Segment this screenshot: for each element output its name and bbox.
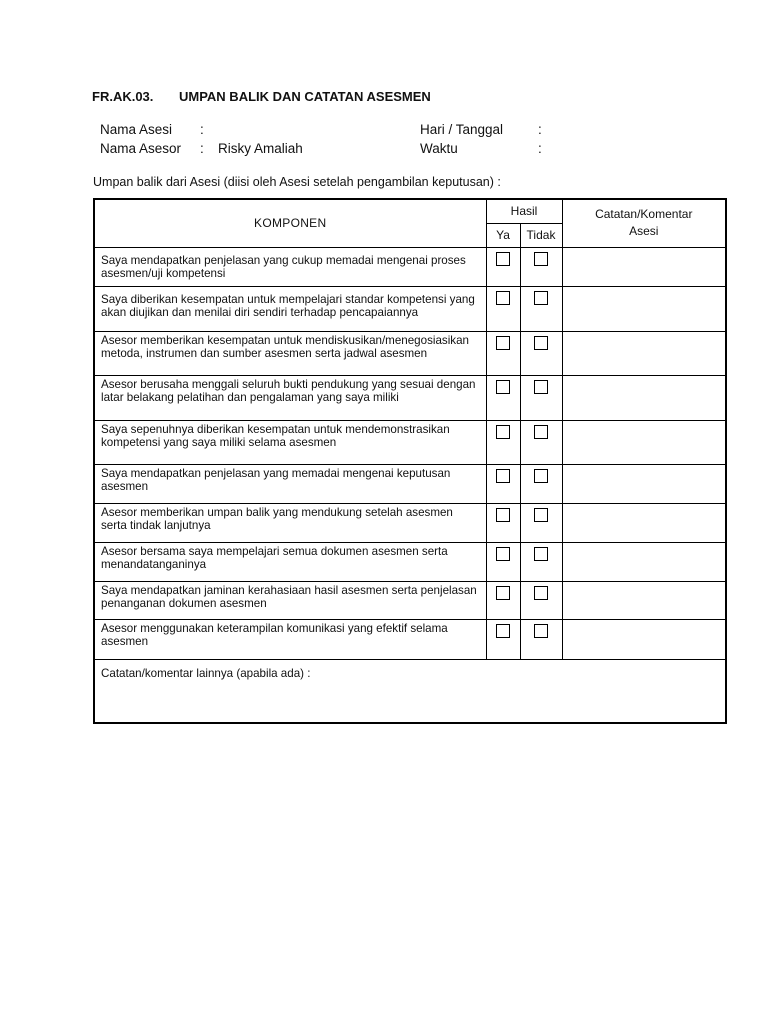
ya-cell (486, 503, 520, 542)
table-row (94, 619, 726, 659)
row-text: Saya diberikan kesempatan untuk mempelajari standar kompetensi yang akan diujikan dan menilai diri sendiri terhadap pencapaiannya (94, 286, 486, 331)
row-text: Asesor memberikan umpan balik yang mendukung setelah asesmen serta tindak lanjutnya (94, 503, 486, 542)
tidak-cell (520, 581, 562, 619)
catatan-cell[interactable] (562, 503, 726, 542)
hari-tanggal-label: Hari / Tanggal (420, 122, 504, 137)
ya-checkbox[interactable] (496, 508, 510, 522)
table-row (94, 420, 726, 464)
tidak-checkbox[interactable] (534, 508, 548, 522)
tidak-cell (520, 420, 562, 464)
ya-cell (486, 542, 520, 581)
col-catatan-line1: Catatan/Komentar (595, 207, 693, 222)
ya-checkbox[interactable] (496, 252, 510, 266)
ya-checkbox[interactable] (496, 425, 510, 439)
tidak-checkbox[interactable] (534, 469, 548, 483)
row-text: Asesor bersama saya mempelajari semua dokumen asesmen serta menandatanganinya (94, 542, 486, 581)
row-text: Saya mendapatkan jaminan kerahasiaan hasil asesmen serta penjelasan penanganan dokumen asesmen (94, 581, 486, 619)
tidak-cell (520, 375, 562, 420)
table-row (94, 542, 726, 581)
table-row (94, 247, 726, 286)
tidak-checkbox[interactable] (534, 425, 548, 439)
form-code: FR.AK.03. (92, 89, 154, 104)
ya-cell (486, 420, 520, 464)
table-row (94, 503, 726, 542)
table-header-row-1 (94, 199, 726, 223)
catatan-cell[interactable] (562, 247, 726, 286)
intro-text: Umpan balik dari Asesi (diisi oleh Asesi setelah pengambilan keputusan) : (93, 175, 501, 189)
nama-asesor-label: Nama Asesor (100, 141, 182, 156)
col-hasil-header: Hasil (486, 199, 562, 223)
ya-cell (486, 464, 520, 503)
catatan-cell[interactable] (562, 464, 726, 503)
catatan-cell[interactable] (562, 286, 726, 331)
ya-cell (486, 375, 520, 420)
ya-checkbox[interactable] (496, 586, 510, 600)
tidak-cell (520, 619, 562, 659)
col-catatan-line2: Asesi (629, 224, 659, 239)
ya-cell (486, 247, 520, 286)
table-row (94, 331, 726, 375)
tidak-checkbox[interactable] (534, 624, 548, 638)
tidak-checkbox[interactable] (534, 547, 548, 561)
table-row (94, 286, 726, 331)
col-tidak-header: Tidak (520, 223, 562, 247)
hari-tanggal-colon: : (538, 122, 542, 137)
nama-asesor-value[interactable]: Risky Amaliah (218, 141, 303, 156)
col-komponen-header: KOMPONEN (94, 199, 486, 247)
catatan-cell[interactable] (562, 420, 726, 464)
row-text: Asesor menggunakan keterampilan komunikasi yang efektif selama asesmen (94, 619, 486, 659)
ya-checkbox[interactable] (496, 469, 510, 483)
tidak-cell (520, 542, 562, 581)
table-row (94, 581, 726, 619)
col-catatan-header (562, 199, 726, 247)
other-comments-field[interactable] (94, 659, 726, 723)
table-row (94, 464, 726, 503)
tidak-cell (520, 331, 562, 375)
ya-checkbox[interactable] (496, 624, 510, 638)
catatan-cell[interactable] (562, 542, 726, 581)
ya-checkbox[interactable] (496, 291, 510, 305)
tidak-checkbox[interactable] (534, 380, 548, 394)
catatan-cell[interactable] (562, 331, 726, 375)
nama-asesi-label: Nama Asesi (100, 122, 173, 137)
table-row (94, 375, 726, 420)
col-ya-header: Ya (486, 223, 520, 247)
nama-asesor-colon: : (200, 141, 204, 156)
waktu-label: Waktu (420, 141, 458, 156)
catatan-cell[interactable] (562, 375, 726, 420)
ya-cell (486, 619, 520, 659)
waktu-colon: : (538, 141, 542, 156)
tidak-checkbox[interactable] (534, 291, 548, 305)
tidak-cell (520, 464, 562, 503)
tidak-cell (520, 503, 562, 542)
tidak-cell (520, 286, 562, 331)
ya-cell (486, 581, 520, 619)
ya-checkbox[interactable] (496, 547, 510, 561)
ya-cell (486, 331, 520, 375)
tidak-checkbox[interactable] (534, 586, 548, 600)
catatan-cell[interactable] (562, 619, 726, 659)
tidak-checkbox[interactable] (534, 252, 548, 266)
ya-cell (486, 286, 520, 331)
form-title: UMPAN BALIK DAN CATATAN ASESMEN (179, 89, 431, 104)
row-text: Asesor berusaha menggali seluruh bukti pendukung yang sesuai dengan latar belakang pelatihan dan pengalaman yang saya miliki (94, 375, 486, 420)
nama-asesi-colon: : (200, 122, 204, 137)
row-text: Saya mendapatkan penjelasan yang memadai mengenai keputusan asesmen (94, 464, 486, 503)
tidak-cell (520, 247, 562, 286)
other-comments-row (94, 659, 726, 723)
catatan-cell[interactable] (562, 581, 726, 619)
other-comments-label: Catatan/komentar lainnya (apabila ada) : (101, 666, 311, 680)
row-text: Asesor memberikan kesempatan untuk mendiskusikan/menegosiasikan metoda, instrumen dan sumber asesmen serta jadwal asesmen (94, 331, 486, 375)
row-text: Saya sepenuhnya diberikan kesempatan untuk mendemonstrasikan kompetensi yang saya miliki selama asesmen (94, 420, 486, 464)
ya-checkbox[interactable] (496, 380, 510, 394)
row-text: Saya mendapatkan penjelasan yang cukup memadai mengenai proses asesmen/uji kompetensi (94, 247, 486, 286)
tidak-checkbox[interactable] (534, 336, 548, 350)
feedback-table (93, 198, 727, 724)
ya-checkbox[interactable] (496, 336, 510, 350)
